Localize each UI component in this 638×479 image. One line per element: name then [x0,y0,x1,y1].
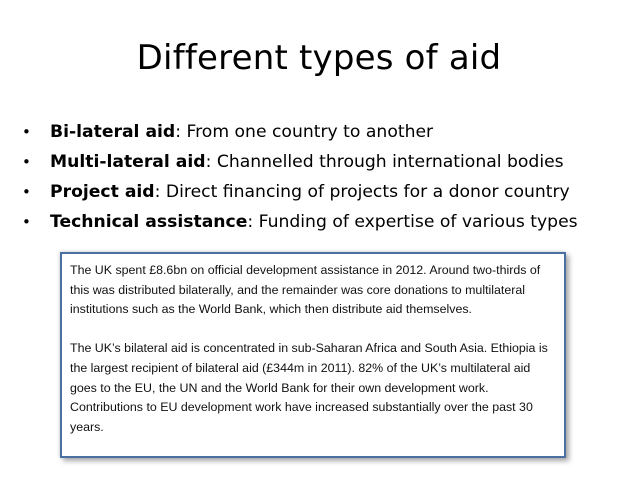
bullet-text: : Funding of expertise of various types [247,212,578,232]
bullet-item-project-aid [22,177,578,207]
bullet-dot: • [22,213,31,231]
bullet-list [22,117,578,237]
bullet-item-technical-assistance [22,207,578,237]
bullet-dot: • [22,153,31,171]
bullet-dot: • [22,183,31,201]
bullet-term: Multi-lateral aid [50,152,206,172]
bullet-item-bilateral [22,117,578,147]
bullet-text: : Channelled through international bodies [205,152,564,172]
bullet-term: Project aid [50,182,155,202]
callout-box [60,252,566,458]
slide-title: Different types of aid [136,38,502,78]
bullet-item-multilateral [22,147,578,177]
callout-paragraph-bilateral: The UK’s bilateral aid is concentrated in sub-Saharan Africa and South Asia. Ethiopia is the largest recipient of bilateral aid (£344m in 2011). 82% of the UK’s multilateral aid goes to the EU, the UN and the World Bank for their own development work. Contributions to EU development work have increased substantially over the past 30 years. [70,341,548,434]
bullet-dot: • [22,123,31,141]
callout-paragraph-spending: The UK spent £8.6bn on official development assistance in 2012. Around two-thirds of this was distributed bilaterally, and the remainder was core donations to multilateral institutions such as the World Bank, which then distribute aid themselves. [70,263,541,317]
bullet-text: : Direct financing of projects for a donor country [154,182,570,202]
bullet-term: Technical assistance [50,212,248,232]
bullet-text: : From one country to another [175,122,434,142]
bullet-term: Bi-lateral aid [50,122,176,142]
